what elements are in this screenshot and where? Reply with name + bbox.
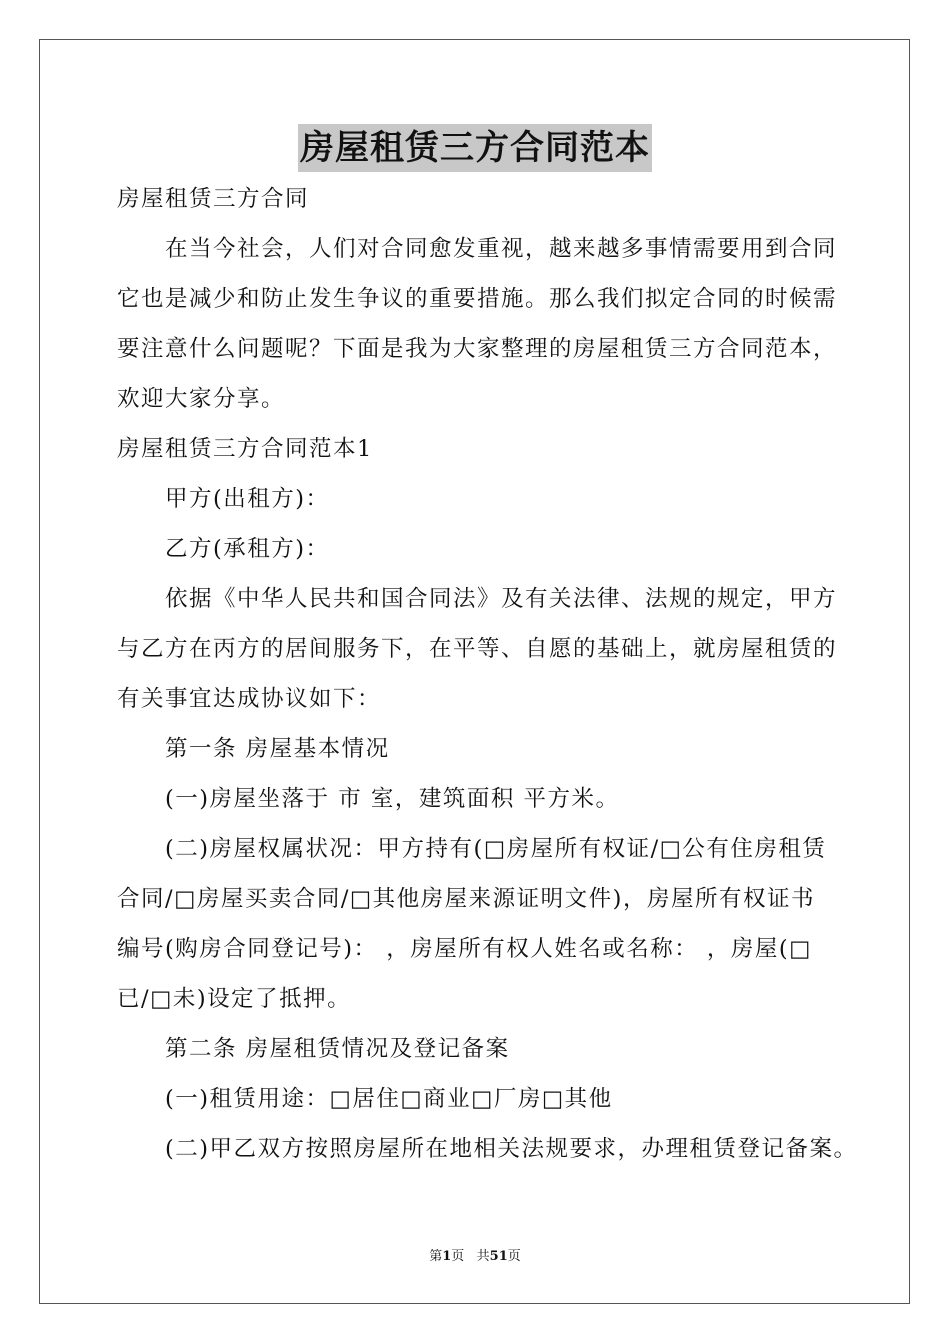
current-page-number: 1	[442, 1249, 452, 1264]
footer-suffix: 页	[507, 1249, 521, 1264]
clause-line: (一)租赁用途：□居住□商业□厂房□其他	[165, 1086, 613, 1112]
paragraph-line: 与乙方在丙方的居间服务下，在平等、自愿的基础上，就房屋租赁的	[117, 636, 838, 662]
paragraph-line: 要注意什么问题呢？下面是我为大家整理的房屋租赁三方合同范本，	[117, 336, 838, 362]
paragraph-line: 有关事宜达成协议如下：	[117, 686, 382, 712]
article-heading: 第一条 房屋基本情况	[165, 736, 390, 762]
page-border	[39, 39, 910, 1304]
page-footer	[0, 1248, 950, 1266]
party-b-line: 乙方(承租方)：	[165, 536, 330, 562]
document-title: 房屋租赁三方合同范本	[298, 124, 652, 172]
title-wrap	[0, 124, 950, 172]
footer-prefix: 第	[429, 1249, 443, 1264]
clause-line: (二)房屋权属状况：甲方持有(□房屋所有权证/□公有住房租赁	[165, 836, 827, 862]
clause-line: (一)房屋坐落于 市 室，建筑面积 平方米。	[165, 786, 620, 812]
clause-line: 已/□未)设定了抵押。	[117, 986, 352, 1012]
paragraph-line: 在当今社会，人们对合同愈发重视，越来越多事情需要用到合同	[165, 236, 838, 262]
clause-line: 合同/□房屋买卖合同/□其他房屋来源证明文件)，房屋所有权证书	[117, 886, 815, 912]
paragraph-line: 欢迎大家分享。	[117, 386, 286, 412]
footer-mid: 页 共	[451, 1249, 490, 1264]
article-heading: 第二条 房屋租赁情况及登记备案	[165, 1036, 510, 1062]
party-a-line: 甲方(出租方)：	[165, 486, 330, 512]
clause-line: (二)甲乙双方按照房屋所在地相关法规要求，办理租赁登记备案。	[165, 1136, 858, 1162]
subtitle: 房屋租赁三方合同	[117, 186, 310, 212]
paragraph-line: 依据《中华人民共和国合同法》及有关法律、法规的规定，甲方	[165, 586, 838, 612]
total-page-count: 51	[489, 1249, 508, 1264]
section-heading: 房屋租赁三方合同范本1	[117, 436, 373, 462]
clause-line: 编号(购房合同登记号)： ，房屋所有权人姓名或名称： ，房屋(□	[117, 936, 812, 962]
paragraph-line: 它也是减少和防止发生争议的重要措施。那么我们拟定合同的时候需	[117, 286, 838, 312]
